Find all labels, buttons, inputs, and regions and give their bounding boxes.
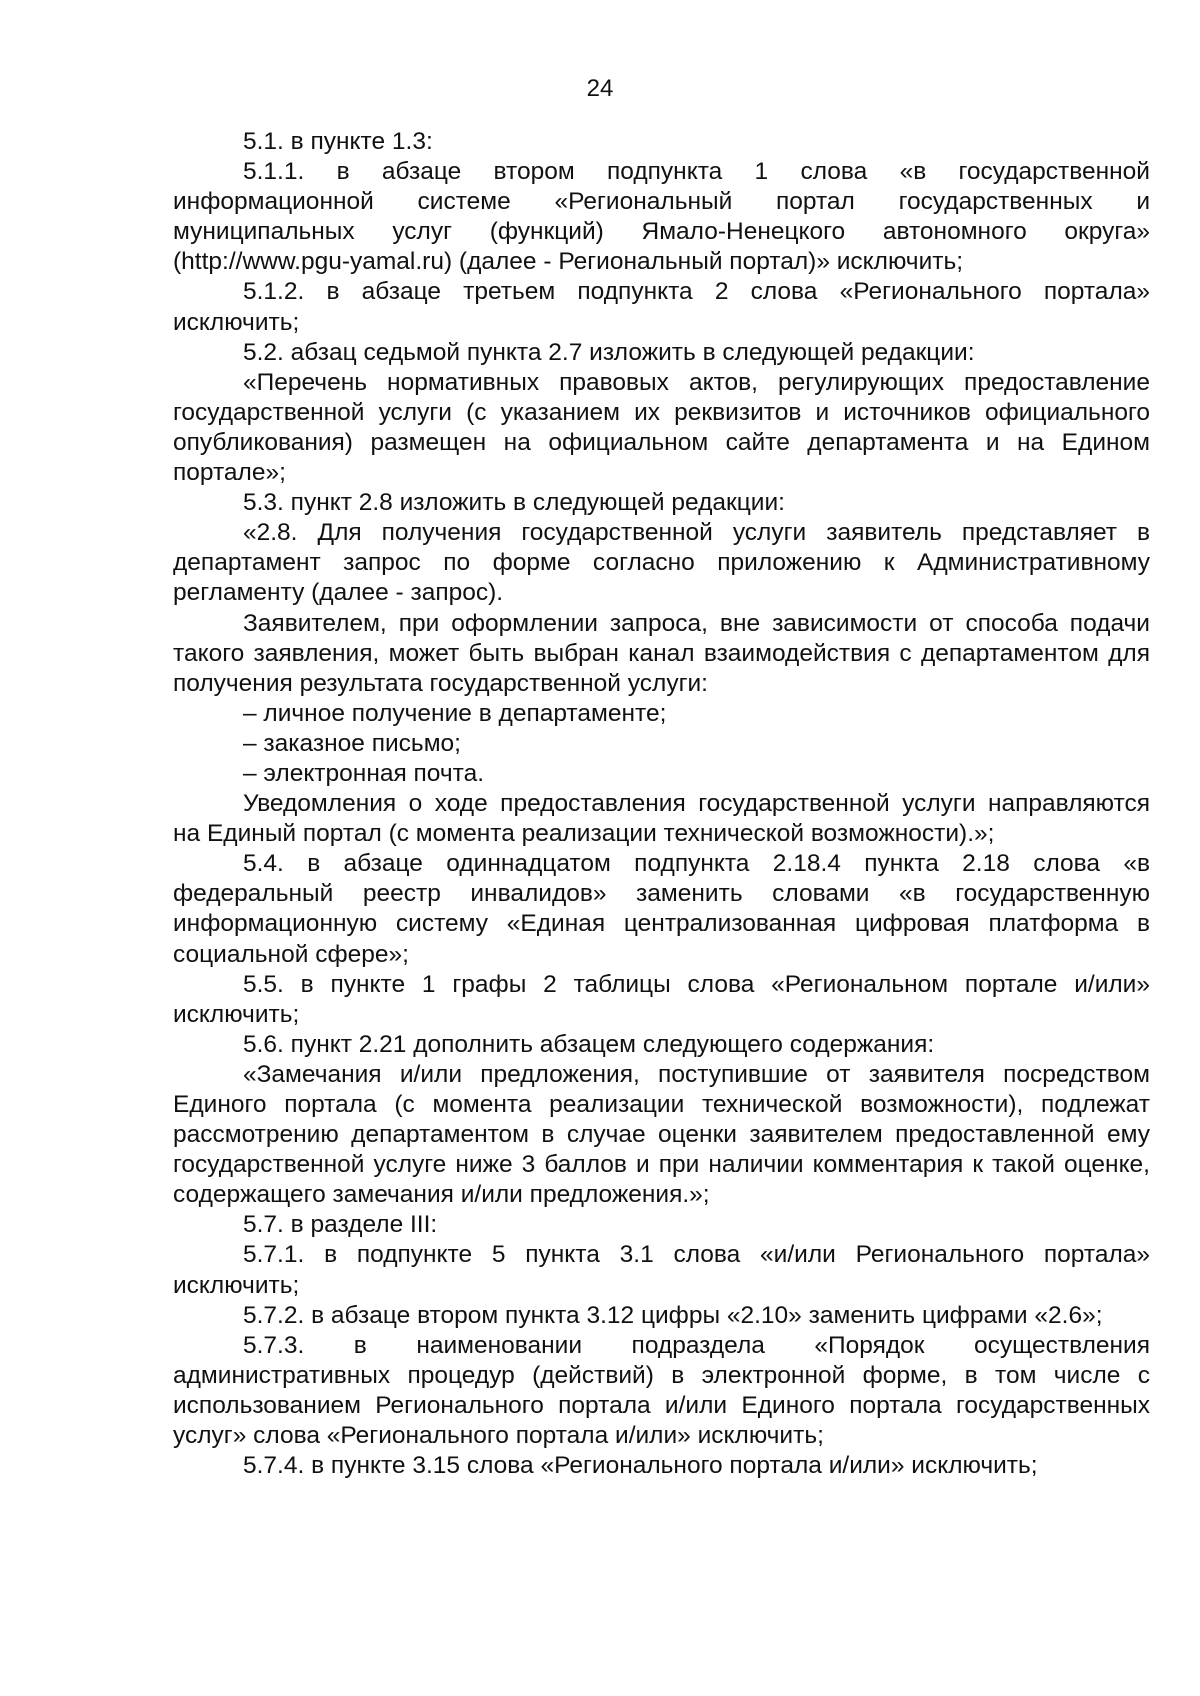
document-body [173, 127, 1150, 1481]
paragraph-5-7-2: 5.7.2. в абзаце втором пункта 3.12 цифры «2.10» заменить цифрами «2.6»; [243, 1301, 1103, 1329]
paragraph-5-3-notifications: Уведомления о ходе предоставления государственной услуги направляются на Единый портал (с момента реализации технической возможности).»; [173, 790, 1150, 848]
list-item-email: – электронная почта. [243, 759, 485, 787]
list-item-registered-mail: – заказное письмо; [243, 729, 461, 757]
paragraph-5-3-quote: «2.8. Для получения государственной услуги заявитель представляет в департамент запрос по форме согласно приложению к Административному регламенту (далее - запрос). [173, 519, 1150, 607]
paragraph-5-5: 5.5. в пункте 1 графы 2 таблицы слова «Региональном портале и/или» исключить; [173, 970, 1150, 1028]
paragraph-5-1-1: 5.1.1. в абзаце втором подпункта 1 слова «в государственной информационной системе «Региональный портал государственных и муниципальных услуг (функций) Ямало-Ненецкого автономного округа» (http://www.pgu-yamal.ru) (далее - Региональный портал)» исключить; [173, 158, 1150, 276]
page-number: 24 [586, 75, 614, 102]
paragraph-5-7: 5.7. в разделе III: [243, 1211, 438, 1239]
paragraph-5-7-3: 5.7.3. в наименовании подраздела «Порядок осуществления административных процедур (действий) в электронной форме, в том числе с использованием Регионального портала и/или Единого портала государственных услуг» слова «Регионального портала и/или» исключить; [173, 1331, 1150, 1450]
paragraph-5-2: 5.2. абзац седьмой пункта 2.7 изложить в следующей редакции: [243, 338, 975, 366]
paragraph-5-1: 5.1. в пункте 1.3: [243, 128, 433, 155]
paragraph-5-3: 5.3. пункт 2.8 изложить в следующей редакции: [243, 489, 785, 517]
paragraph-5-4: 5.4. в абзаце одиннадцатом подпункта 2.18.4 пункта 2.18 слова «в федеральный реестр инвалидов» заменить словами «в государственную информационную систему «Единая централизованная цифровая платформа в социальной сфере»; [173, 850, 1150, 968]
list-item-personal: – личное получение в департаменте; [243, 699, 667, 727]
paragraph-5-3-channels: Заявителем, при оформлении запроса, вне зависимости от способа подачи такого заявления, может быть выбран канал взаимодействия с департаментом для получения результата государственной услуги: [173, 609, 1150, 697]
paragraph-5-7-4: 5.7.4. в пункте 3.15 слова «Регионального портала и/или» исключить; [243, 1452, 1038, 1480]
paragraph-5-2-quote: «Перечень нормативных правовых актов, регулирующих предоставление государственной услуги (с указанием их реквизитов и источников официального опубликования) размещен на официальном сайте департамента и на Едином портале»; [173, 368, 1150, 487]
paragraph-5-6-quote: «Замечания и/или предложения, поступившие от заявителя посредством Единого портала (с момента реализации технической возможности), подлежат рассмотрению департаментом в случае оценки заявителем предоставленной ему государственной услуге ниже 3 баллов и при наличии комментария к такой оценке, содержащего замечания и/или предложения.»; [173, 1060, 1150, 1209]
paragraph-5-1-2: 5.1.2. в абзаце третьем подпункта 2 слова «Регионального портала» исключить; [173, 278, 1150, 336]
paragraph-5-7-1: 5.7.1. в подпункте 5 пункта 3.1 слова «и/или Регионального портала» исключить; [173, 1241, 1150, 1299]
paragraph-5-6: 5.6. пункт 2.21 дополнить абзацем следующего содержания: [243, 1030, 935, 1058]
